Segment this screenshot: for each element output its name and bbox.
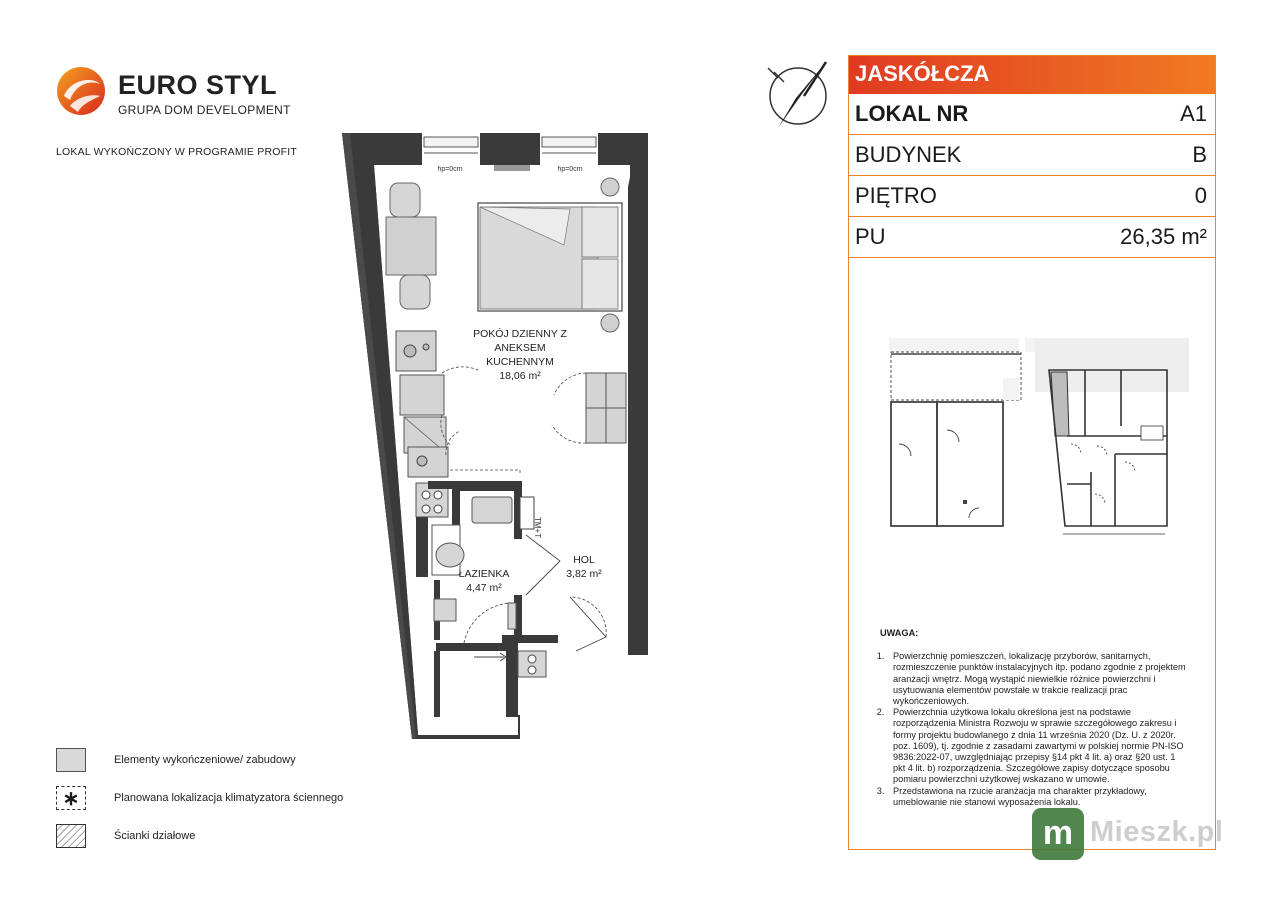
room-name-line: POKÓJ DZIENNY Z: [473, 328, 567, 340]
notes-list: [867, 651, 1187, 808]
info-row-building: [849, 135, 1215, 176]
room-name-line: HOL: [573, 554, 595, 566]
asterisk-icon: ∗: [56, 786, 86, 810]
brand-logo: [56, 66, 296, 126]
meter-label: TM+T: [533, 517, 542, 539]
brand-subtitle: GRUPA DOM DEVELOPMENT: [118, 103, 291, 117]
info-row-floor: [849, 176, 1215, 217]
brand-name: EURO STYL: [118, 70, 278, 100]
room-area: 18,06 m²: [499, 370, 541, 382]
legend-item-ac: [56, 786, 356, 814]
info-value: 26,35 m²: [1120, 224, 1207, 249]
legend-item-partitions: [56, 824, 356, 852]
watermark-text: Mieszk.pl: [1090, 816, 1224, 848]
room-area: 4,47 m²: [466, 582, 502, 594]
project-header: [849, 56, 1215, 94]
legend-text: Elementy wykończeniowe/ zabudowy: [114, 754, 296, 766]
info-label: BUDYNEK: [855, 142, 962, 167]
window-label: hp=0cm: [557, 166, 583, 173]
notes-header: UWAGA:: [880, 628, 919, 638]
legend-text: Planowana lokalizacja klimatyzatora ściennego: [114, 792, 344, 804]
hatched-swatch-icon: [56, 824, 86, 848]
grey-swatch-icon: [56, 748, 86, 772]
info-row-area: [849, 217, 1215, 258]
note-item: 1. Powierzchnię pomieszczeń, lokalizację przyborów, sanitarnych, rozmieszczenie punktów instalacyjnych itp. podano zgodnie z projektem aranżacji wnętrz. Mogą wystąpić niewielkie różnice powierzchni i usytuowania elementów powstałe w trakcie realizacji prac wykończeniowych.: [887, 651, 1187, 707]
compass-icon: [764, 58, 834, 132]
notes-section: [867, 628, 1187, 808]
room-name-line: KUCHENNYM: [486, 356, 554, 368]
window-label: hp=0cm: [437, 166, 463, 173]
brand-logo-icon: [56, 66, 106, 116]
watermark: [1032, 808, 1252, 864]
info-value: 0: [1194, 183, 1207, 208]
info-value: B: [1192, 142, 1207, 167]
info-row-unit: [849, 94, 1215, 135]
info-value: A1: [1180, 101, 1207, 126]
building-location-plan: [885, 334, 1215, 554]
note-item: 3. Przedstawiona na rzucie aranżacja ma charakter przykładowy, umeblowanie nie stanowi wyposażenia lokalu.: [887, 786, 1187, 808]
info-label: LOKAL NR: [855, 101, 969, 126]
room-name-line: ŁAZIENKA: [458, 568, 510, 580]
room-name-line: ANEKSEM: [494, 342, 546, 354]
room-area: 3,82 m²: [566, 568, 602, 580]
info-label: PU: [855, 224, 886, 249]
floor-plan: [330, 125, 660, 745]
legend-item-finishing: [56, 748, 356, 776]
info-label: PIĘTRO: [855, 183, 937, 208]
legend-text: Ścianki działowe: [114, 830, 196, 842]
watermark-logo-icon: m: [1032, 808, 1084, 860]
apartment-info-panel: [848, 55, 1216, 850]
note-item: 2. Powierzchnia użytkowa lokalu określona jest na podstawie rozporządzenia Ministra Rozwoju w sprawie szczegółowego zakresu i formy projektu budowlanego z dnia 11 września 2020 (Dz. U. z 2020r. poz. 1609), tj. zgodnie z zasadami zawartymi w polskiej normie PN-ISO 9836:2022-07, uwzględniając przepisy §14 pkt 4 lit. a) oraz §20 ust. 1 pkt 4 lit. b) rozporządzenia. Szczegółowe zapisy dotyczące sposobu pomiaru powierzchni użytkowej wskazano w umowie.: [887, 707, 1187, 785]
project-name: JASKÓŁCZA: [855, 61, 990, 86]
program-note: LOKAL WYKOŃCZONY W PROGRAMIE PROFIT: [56, 146, 297, 158]
